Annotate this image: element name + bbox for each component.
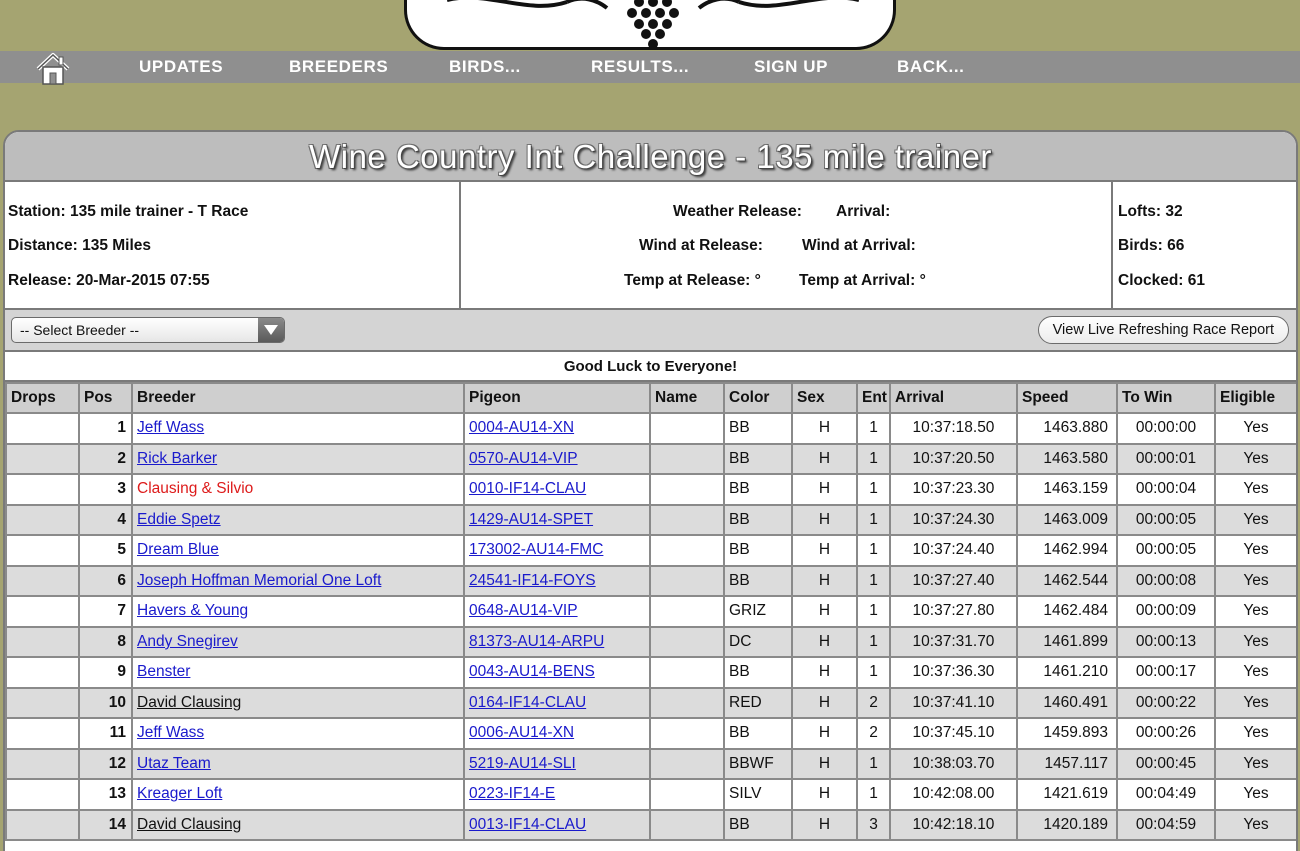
- cell-ent: 1: [857, 627, 890, 658]
- cell-speed: 1462.484: [1017, 596, 1117, 627]
- temp-arrival-label: Temp at Arrival: °: [799, 272, 926, 289]
- cell-color: RED: [724, 688, 792, 719]
- cell-sex: H: [792, 474, 857, 505]
- breeder-link[interactable]: Jeff Wass: [137, 419, 205, 437]
- results-body: [6, 413, 1297, 840]
- controls-bar: [5, 310, 1296, 352]
- breeder-name: Clausing & Silvio: [137, 480, 254, 498]
- pigeon-link[interactable]: 0004-AU14-XN: [469, 419, 575, 437]
- pigeon-link[interactable]: 0010-IF14-CLAU: [469, 480, 587, 498]
- cell-speed: 1463.009: [1017, 505, 1117, 536]
- cell-drops: [6, 596, 79, 627]
- cell-speed: 1457.117: [1017, 749, 1117, 780]
- cell-to-win: 00:00:26: [1117, 718, 1215, 749]
- cell-pigeon: [464, 718, 650, 749]
- cell-eligible: Yes: [1215, 566, 1297, 597]
- pigeon-link[interactable]: 0013-IF14-CLAU: [469, 815, 587, 833]
- col-sex: Sex: [792, 383, 857, 413]
- cell-name: [650, 535, 724, 566]
- cell-to-win: 00:04:49: [1117, 779, 1215, 810]
- table-row: [6, 535, 1297, 566]
- distance-label: Distance: 135 Miles: [8, 237, 152, 254]
- cell-speed: 1459.893: [1017, 718, 1117, 749]
- breeder-link[interactable]: Kreager Loft: [137, 785, 223, 803]
- cell-pos: 13: [79, 779, 132, 810]
- cell-breeder: [132, 505, 464, 536]
- cell-ent: 1: [857, 657, 890, 688]
- cell-drops: [6, 627, 79, 658]
- cell-pigeon: [464, 566, 650, 597]
- race-info-counts: [1113, 182, 1296, 308]
- cell-color: BBWF: [724, 749, 792, 780]
- race-title: Wine Country Int Challenge - 135 mile trainer: [5, 132, 1296, 182]
- col-eligible: Eligible: [1215, 383, 1297, 413]
- cell-eligible: Yes: [1215, 505, 1297, 536]
- pigeon-link[interactable]: 0043-AU14-BENS: [469, 663, 595, 681]
- cell-breeder: [132, 444, 464, 475]
- cell-breeder: [132, 810, 464, 841]
- cell-pos: 4: [79, 505, 132, 536]
- pigeon-link[interactable]: 0648-AU14-VIP: [469, 602, 578, 620]
- breeder-link[interactable]: Joseph Hoffman Memorial One Loft: [137, 571, 382, 589]
- cell-name: [650, 688, 724, 719]
- cell-sex: H: [792, 688, 857, 719]
- breeder-link[interactable]: Jeff Wass: [137, 724, 205, 742]
- cell-to-win: 00:00:09: [1117, 596, 1215, 627]
- breeder-name: David Clausing: [137, 815, 242, 833]
- cell-color: BB: [724, 535, 792, 566]
- table-row: [6, 749, 1297, 780]
- col-color: Color: [724, 383, 792, 413]
- cell-speed: 1463.580: [1017, 444, 1117, 475]
- cell-ent: 1: [857, 596, 890, 627]
- cell-eligible: Yes: [1215, 596, 1297, 627]
- col-speed: Speed: [1017, 383, 1117, 413]
- cell-to-win: 00:00:05: [1117, 535, 1215, 566]
- breeder-link[interactable]: Eddie Spetz: [137, 510, 221, 528]
- table-row: [6, 444, 1297, 475]
- cell-speed: 1463.159: [1017, 474, 1117, 505]
- cell-speed: 1421.619: [1017, 779, 1117, 810]
- cell-pos: 14: [79, 810, 132, 841]
- cell-sex: H: [792, 444, 857, 475]
- race-info-weather: [461, 182, 1113, 308]
- cell-pigeon: [464, 627, 650, 658]
- cell-drops: [6, 474, 79, 505]
- wind-release-label: Wind at Release:: [639, 237, 763, 254]
- cell-speed: 1461.899: [1017, 627, 1117, 658]
- cell-pigeon: [464, 474, 650, 505]
- cell-arrival: 10:37:27.80: [890, 596, 1017, 627]
- breeder-select[interactable]: [11, 317, 285, 343]
- breeder-link[interactable]: Andy Snegirev: [137, 632, 238, 650]
- grape-cluster-icon: [407, 0, 896, 50]
- cell-ent: 1: [857, 566, 890, 597]
- cell-arrival: 10:37:45.10: [890, 718, 1017, 749]
- cell-eligible: Yes: [1215, 810, 1297, 841]
- cell-to-win: 00:00:17: [1117, 657, 1215, 688]
- breeder-select-value: -- Select Breeder --: [20, 322, 140, 338]
- cell-sex: H: [792, 627, 857, 658]
- col-arrival: Arrival: [890, 383, 1017, 413]
- cell-color: BB: [724, 474, 792, 505]
- cell-arrival: 10:42:18.10: [890, 810, 1017, 841]
- cell-pos: 10: [79, 688, 132, 719]
- table-row: [6, 413, 1297, 444]
- cell-arrival: 10:37:23.30: [890, 474, 1017, 505]
- cell-color: BB: [724, 505, 792, 536]
- col-drops: Drops: [6, 383, 79, 413]
- pigeon-link[interactable]: 24541-IF14-FOYS: [469, 571, 596, 589]
- cell-ent: 1: [857, 505, 890, 536]
- col-name: Name: [650, 383, 724, 413]
- cell-breeder: [132, 749, 464, 780]
- station-label: Station: 135 mile trainer - T Race: [8, 203, 249, 220]
- table-row: [6, 779, 1297, 810]
- clocked-count: Clocked: 61: [1118, 272, 1206, 289]
- cell-color: BB: [724, 810, 792, 841]
- cell-sex: H: [792, 413, 857, 444]
- breeder-link[interactable]: Rick Barker: [137, 449, 218, 467]
- cell-to-win: 00:00:00: [1117, 413, 1215, 444]
- chevron-down-icon[interactable]: [258, 318, 284, 342]
- cell-pos: 8: [79, 627, 132, 658]
- cell-breeder: [132, 413, 464, 444]
- cell-name: [650, 749, 724, 780]
- cell-drops: [6, 718, 79, 749]
- cell-name: [650, 413, 724, 444]
- col-pos: Pos: [79, 383, 132, 413]
- cell-eligible: Yes: [1215, 688, 1297, 719]
- cell-pos: 7: [79, 596, 132, 627]
- cell-color: SILV: [724, 779, 792, 810]
- cell-breeder: [132, 535, 464, 566]
- cell-eligible: Yes: [1215, 779, 1297, 810]
- cell-breeder: [132, 627, 464, 658]
- race-info: [5, 182, 1296, 310]
- table-row: [6, 474, 1297, 505]
- cell-eligible: Yes: [1215, 657, 1297, 688]
- cell-speed: 1461.210: [1017, 657, 1117, 688]
- pigeon-link[interactable]: 1429-AU14-SPET: [469, 510, 594, 528]
- release-label: Release: 20-Mar-2015 07:55: [8, 272, 210, 289]
- cell-sex: H: [792, 657, 857, 688]
- cell-to-win: 00:00:05: [1117, 505, 1215, 536]
- cell-color: BB: [724, 566, 792, 597]
- cell-eligible: Yes: [1215, 535, 1297, 566]
- wind-arrival-label: Wind at Arrival:: [802, 237, 916, 254]
- nav-back[interactable]: BACK...: [897, 57, 965, 76]
- cell-pos: 12: [79, 749, 132, 780]
- pigeon-link[interactable]: 0223-IF14-E: [469, 785, 556, 803]
- cell-speed: 1460.491: [1017, 688, 1117, 719]
- cell-ent: 1: [857, 444, 890, 475]
- cell-breeder: [132, 688, 464, 719]
- cell-pos: 9: [79, 657, 132, 688]
- breeder-link[interactable]: Dream Blue: [137, 541, 219, 559]
- cell-color: BB: [724, 444, 792, 475]
- cell-name: [650, 627, 724, 658]
- race-info-station: [5, 182, 461, 308]
- cell-pigeon: [464, 749, 650, 780]
- cell-drops: [6, 444, 79, 475]
- cell-drops: [6, 566, 79, 597]
- cell-name: [650, 566, 724, 597]
- cell-name: [650, 718, 724, 749]
- good-luck-message: Good Luck to Everyone!: [5, 352, 1296, 382]
- cell-color: BB: [724, 657, 792, 688]
- table-row: [6, 718, 1297, 749]
- cell-pigeon: [464, 688, 650, 719]
- nav-sign-up[interactable]: SIGN UP: [754, 57, 829, 76]
- cell-sex: H: [792, 718, 857, 749]
- cell-ent: 1: [857, 413, 890, 444]
- cell-name: [650, 474, 724, 505]
- cell-pigeon: [464, 444, 650, 475]
- cell-drops: [6, 779, 79, 810]
- cell-ent: 1: [857, 474, 890, 505]
- cell-pigeon: [464, 413, 650, 444]
- col-to-win: To Win: [1117, 383, 1215, 413]
- breeder-link[interactable]: Havers & Young: [137, 602, 249, 620]
- race-report-panel: [3, 130, 1298, 851]
- cell-ent: 2: [857, 688, 890, 719]
- cell-eligible: Yes: [1215, 474, 1297, 505]
- pigeon-link[interactable]: 5219-AU14-SLI: [469, 754, 576, 772]
- cell-ent: 2: [857, 718, 890, 749]
- cell-arrival: 10:37:24.40: [890, 535, 1017, 566]
- table-header-row: [6, 383, 1297, 413]
- cell-name: [650, 505, 724, 536]
- arrival-label: Arrival:: [836, 203, 891, 220]
- cell-breeder: [132, 596, 464, 627]
- cell-sex: H: [792, 779, 857, 810]
- cell-arrival: 10:38:03.70: [890, 749, 1017, 780]
- cell-pigeon: [464, 657, 650, 688]
- birds-count: Birds: 66: [1118, 237, 1185, 254]
- cell-name: [650, 596, 724, 627]
- table-row: [6, 627, 1297, 658]
- nav-breeders[interactable]: BREEDERS: [289, 57, 389, 76]
- cell-sex: H: [792, 535, 857, 566]
- cell-color: DC: [724, 627, 792, 658]
- cell-breeder: [132, 718, 464, 749]
- results-table: [5, 382, 1298, 841]
- cell-to-win: 00:00:08: [1117, 566, 1215, 597]
- col-pigeon: Pigeon: [464, 383, 650, 413]
- main-nav: [0, 51, 1300, 83]
- col-breeder: Breeder: [132, 383, 464, 413]
- pigeon-link[interactable]: 0164-IF14-CLAU: [469, 693, 587, 711]
- cell-to-win: 00:00:13: [1117, 627, 1215, 658]
- cell-drops: [6, 810, 79, 841]
- site-logo: [404, 0, 896, 50]
- cell-color: BB: [724, 718, 792, 749]
- cell-arrival: 10:37:24.30: [890, 505, 1017, 536]
- cell-speed: 1463.880: [1017, 413, 1117, 444]
- cell-breeder: [132, 779, 464, 810]
- cell-color: BB: [724, 413, 792, 444]
- cell-arrival: 10:42:08.00: [890, 779, 1017, 810]
- table-row: [6, 505, 1297, 536]
- cell-pigeon: [464, 596, 650, 627]
- cell-to-win: 00:00:01: [1117, 444, 1215, 475]
- cell-ent: 1: [857, 535, 890, 566]
- cell-pigeon: [464, 535, 650, 566]
- weather-release-label: Weather Release:: [673, 203, 802, 220]
- cell-drops: [6, 413, 79, 444]
- cell-speed: 1462.544: [1017, 566, 1117, 597]
- cell-breeder: [132, 657, 464, 688]
- cell-arrival: 10:37:18.50: [890, 413, 1017, 444]
- pigeon-link[interactable]: 0006-AU14-XN: [469, 724, 575, 742]
- table-row: [6, 596, 1297, 627]
- table-row: [6, 566, 1297, 597]
- cell-arrival: 10:37:41.10: [890, 688, 1017, 719]
- cell-eligible: Yes: [1215, 627, 1297, 658]
- cell-sex: H: [792, 596, 857, 627]
- cell-ent: 3: [857, 810, 890, 841]
- table-row: [6, 657, 1297, 688]
- cell-name: [650, 810, 724, 841]
- cell-pos: 6: [79, 566, 132, 597]
- cell-eligible: Yes: [1215, 718, 1297, 749]
- cell-drops: [6, 505, 79, 536]
- pigeon-link[interactable]: 81373-AU14-ARPU: [469, 632, 605, 650]
- cell-sex: H: [792, 505, 857, 536]
- lofts-count: Lofts: 32: [1118, 203, 1183, 220]
- temp-release-label: Temp at Release: °: [624, 272, 761, 289]
- cell-arrival: 10:37:31.70: [890, 627, 1017, 658]
- nav-birds[interactable]: BIRDS...: [449, 57, 521, 76]
- col-ent: Ent: [857, 383, 890, 413]
- cell-drops: [6, 749, 79, 780]
- cell-eligible: Yes: [1215, 749, 1297, 780]
- cell-drops: [6, 688, 79, 719]
- cell-ent: 1: [857, 779, 890, 810]
- cell-arrival: 10:37:20.50: [890, 444, 1017, 475]
- cell-eligible: Yes: [1215, 444, 1297, 475]
- cell-to-win: 00:04:59: [1117, 810, 1215, 841]
- table-row: [6, 810, 1297, 841]
- cell-to-win: 00:00:04: [1117, 474, 1215, 505]
- cell-name: [650, 444, 724, 475]
- home-icon[interactable]: [34, 51, 72, 87]
- cell-pos: 11: [79, 718, 132, 749]
- cell-pos: 3: [79, 474, 132, 505]
- cell-arrival: 10:37:36.30: [890, 657, 1017, 688]
- cell-pigeon: [464, 779, 650, 810]
- breeder-link[interactable]: Utaz Team: [137, 754, 211, 772]
- breeder-name: David Clausing: [137, 693, 242, 711]
- cell-pigeon: [464, 505, 650, 536]
- pigeon-link[interactable]: 173002-AU14-FMC: [469, 541, 604, 559]
- cell-sex: H: [792, 566, 857, 597]
- cell-drops: [6, 657, 79, 688]
- live-report-button[interactable]: View Live Refreshing Race Report: [1038, 316, 1289, 344]
- breeder-link[interactable]: Benster: [137, 663, 191, 681]
- cell-to-win: 00:00:22: [1117, 688, 1215, 719]
- cell-name: [650, 657, 724, 688]
- cell-speed: 1462.994: [1017, 535, 1117, 566]
- cell-eligible: Yes: [1215, 413, 1297, 444]
- cell-ent: 1: [857, 749, 890, 780]
- nav-updates[interactable]: UPDATES: [139, 57, 224, 76]
- cell-pos: 2: [79, 444, 132, 475]
- table-row: [6, 688, 1297, 719]
- pigeon-link[interactable]: 0570-AU14-VIP: [469, 449, 578, 467]
- cell-name: [650, 779, 724, 810]
- cell-to-win: 00:00:45: [1117, 749, 1215, 780]
- cell-speed: 1420.189: [1017, 810, 1117, 841]
- cell-pigeon: [464, 810, 650, 841]
- cell-pos: 1: [79, 413, 132, 444]
- cell-color: GRIZ: [724, 596, 792, 627]
- cell-breeder: [132, 474, 464, 505]
- cell-sex: H: [792, 749, 857, 780]
- cell-pos: 5: [79, 535, 132, 566]
- cell-sex: H: [792, 810, 857, 841]
- cell-arrival: 10:37:27.40: [890, 566, 1017, 597]
- cell-breeder: [132, 566, 464, 597]
- nav-results[interactable]: RESULTS...: [591, 57, 690, 76]
- cell-drops: [6, 535, 79, 566]
